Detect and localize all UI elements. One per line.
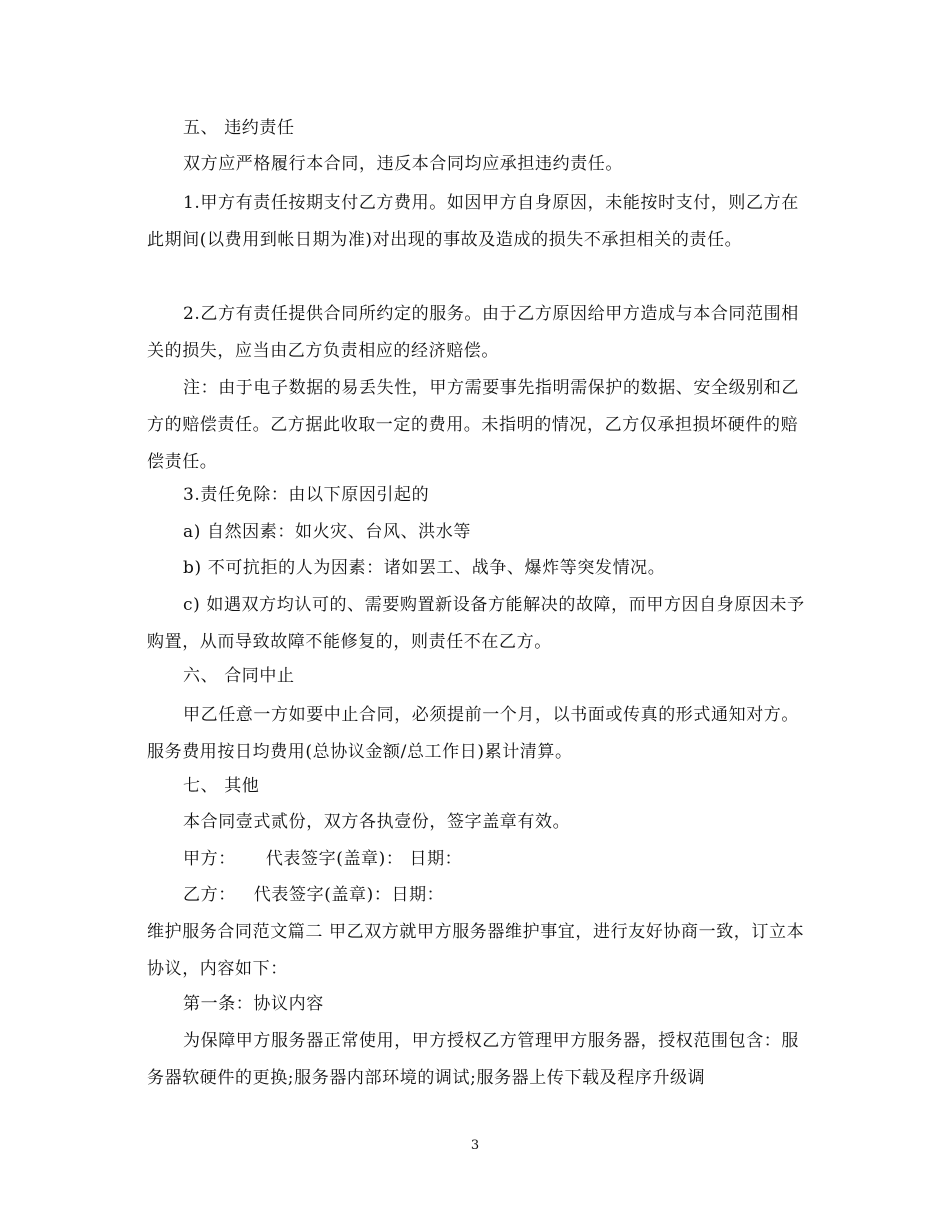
section5-item2: 2.乙方有责任提供合同所约定的服务。由于乙方原因给甲方造成与本合同范围相关的损失，应当由乙方负责相应的经济赔偿。: [147, 304, 799, 361]
section5-item3a: a) 自然因素：如火灾、台风、洪水等: [183, 522, 471, 542]
article1-heading: 第一条：协议内容: [183, 994, 324, 1014]
article1-body: 为保障甲方服务器正常使用，甲方授权乙方管理甲方服务器，授权范围包含：服务器软硬件的更换;服务器内部环境的调试;服务器上传下载及程序升级调: [147, 1031, 799, 1088]
section6-heading: 六、 合同中止: [183, 666, 295, 686]
section6-body: 甲乙任意一方如要中止合同，必须提前一个月，以书面或传真的形式通知对方。 服务费用按日均费用(总协议金额/总工作日)累计清算。: [147, 705, 799, 762]
section5-heading: 五、 违约责任: [183, 118, 295, 138]
section5-item3: 3.责任免除：由以下原因引起的: [183, 485, 430, 505]
section5-item3b: b) 不可抗拒的人为因素：诸如罢工、战争、爆炸等突发情况。: [183, 558, 666, 578]
section5-intro: 双方应严格履行本合同，违反本合同均应承担违约责任。: [183, 154, 623, 174]
signature-party-b: 乙方： 代表签字(盖章)：日期：: [183, 885, 445, 905]
section7-heading: 七、 其他: [183, 776, 260, 796]
section5-item1: 1.甲方有责任按期支付乙方费用。如因甲方自身原因，未能按时支付，则乙方在此期间(以费用到帐日期为准)对出现的事故及造成的损失不承担相关的责任。: [147, 193, 799, 250]
section7-body: 本合同壹式贰份，双方各执壹份，签字盖章有效。: [183, 812, 571, 832]
page-number: 3: [470, 1138, 480, 1153]
section5-note: 注：由于电子数据的易丢失性，甲方需要事先指明需保护的数据、安全级别和乙方的赔偿责任。乙方据此收取一定的费用。未指明的情况，乙方仅承担损坏硬件的赔偿责任。: [147, 378, 799, 472]
part2-intro: 维护服务合同范文篇二 甲乙双方就甲方服务器维护事宜，进行友好协商一致，订立本协议，内容如下：: [147, 922, 805, 979]
signature-party-a: 甲方： 代表签字(盖章)： 日期：: [183, 849, 463, 869]
section5-item3c: c) 如遇双方均认可的、需要购置新设备方能解决的故障，而甲方因自身原因未予购置，从而导致故障不能修复的，则责任不在乙方。: [147, 595, 805, 652]
